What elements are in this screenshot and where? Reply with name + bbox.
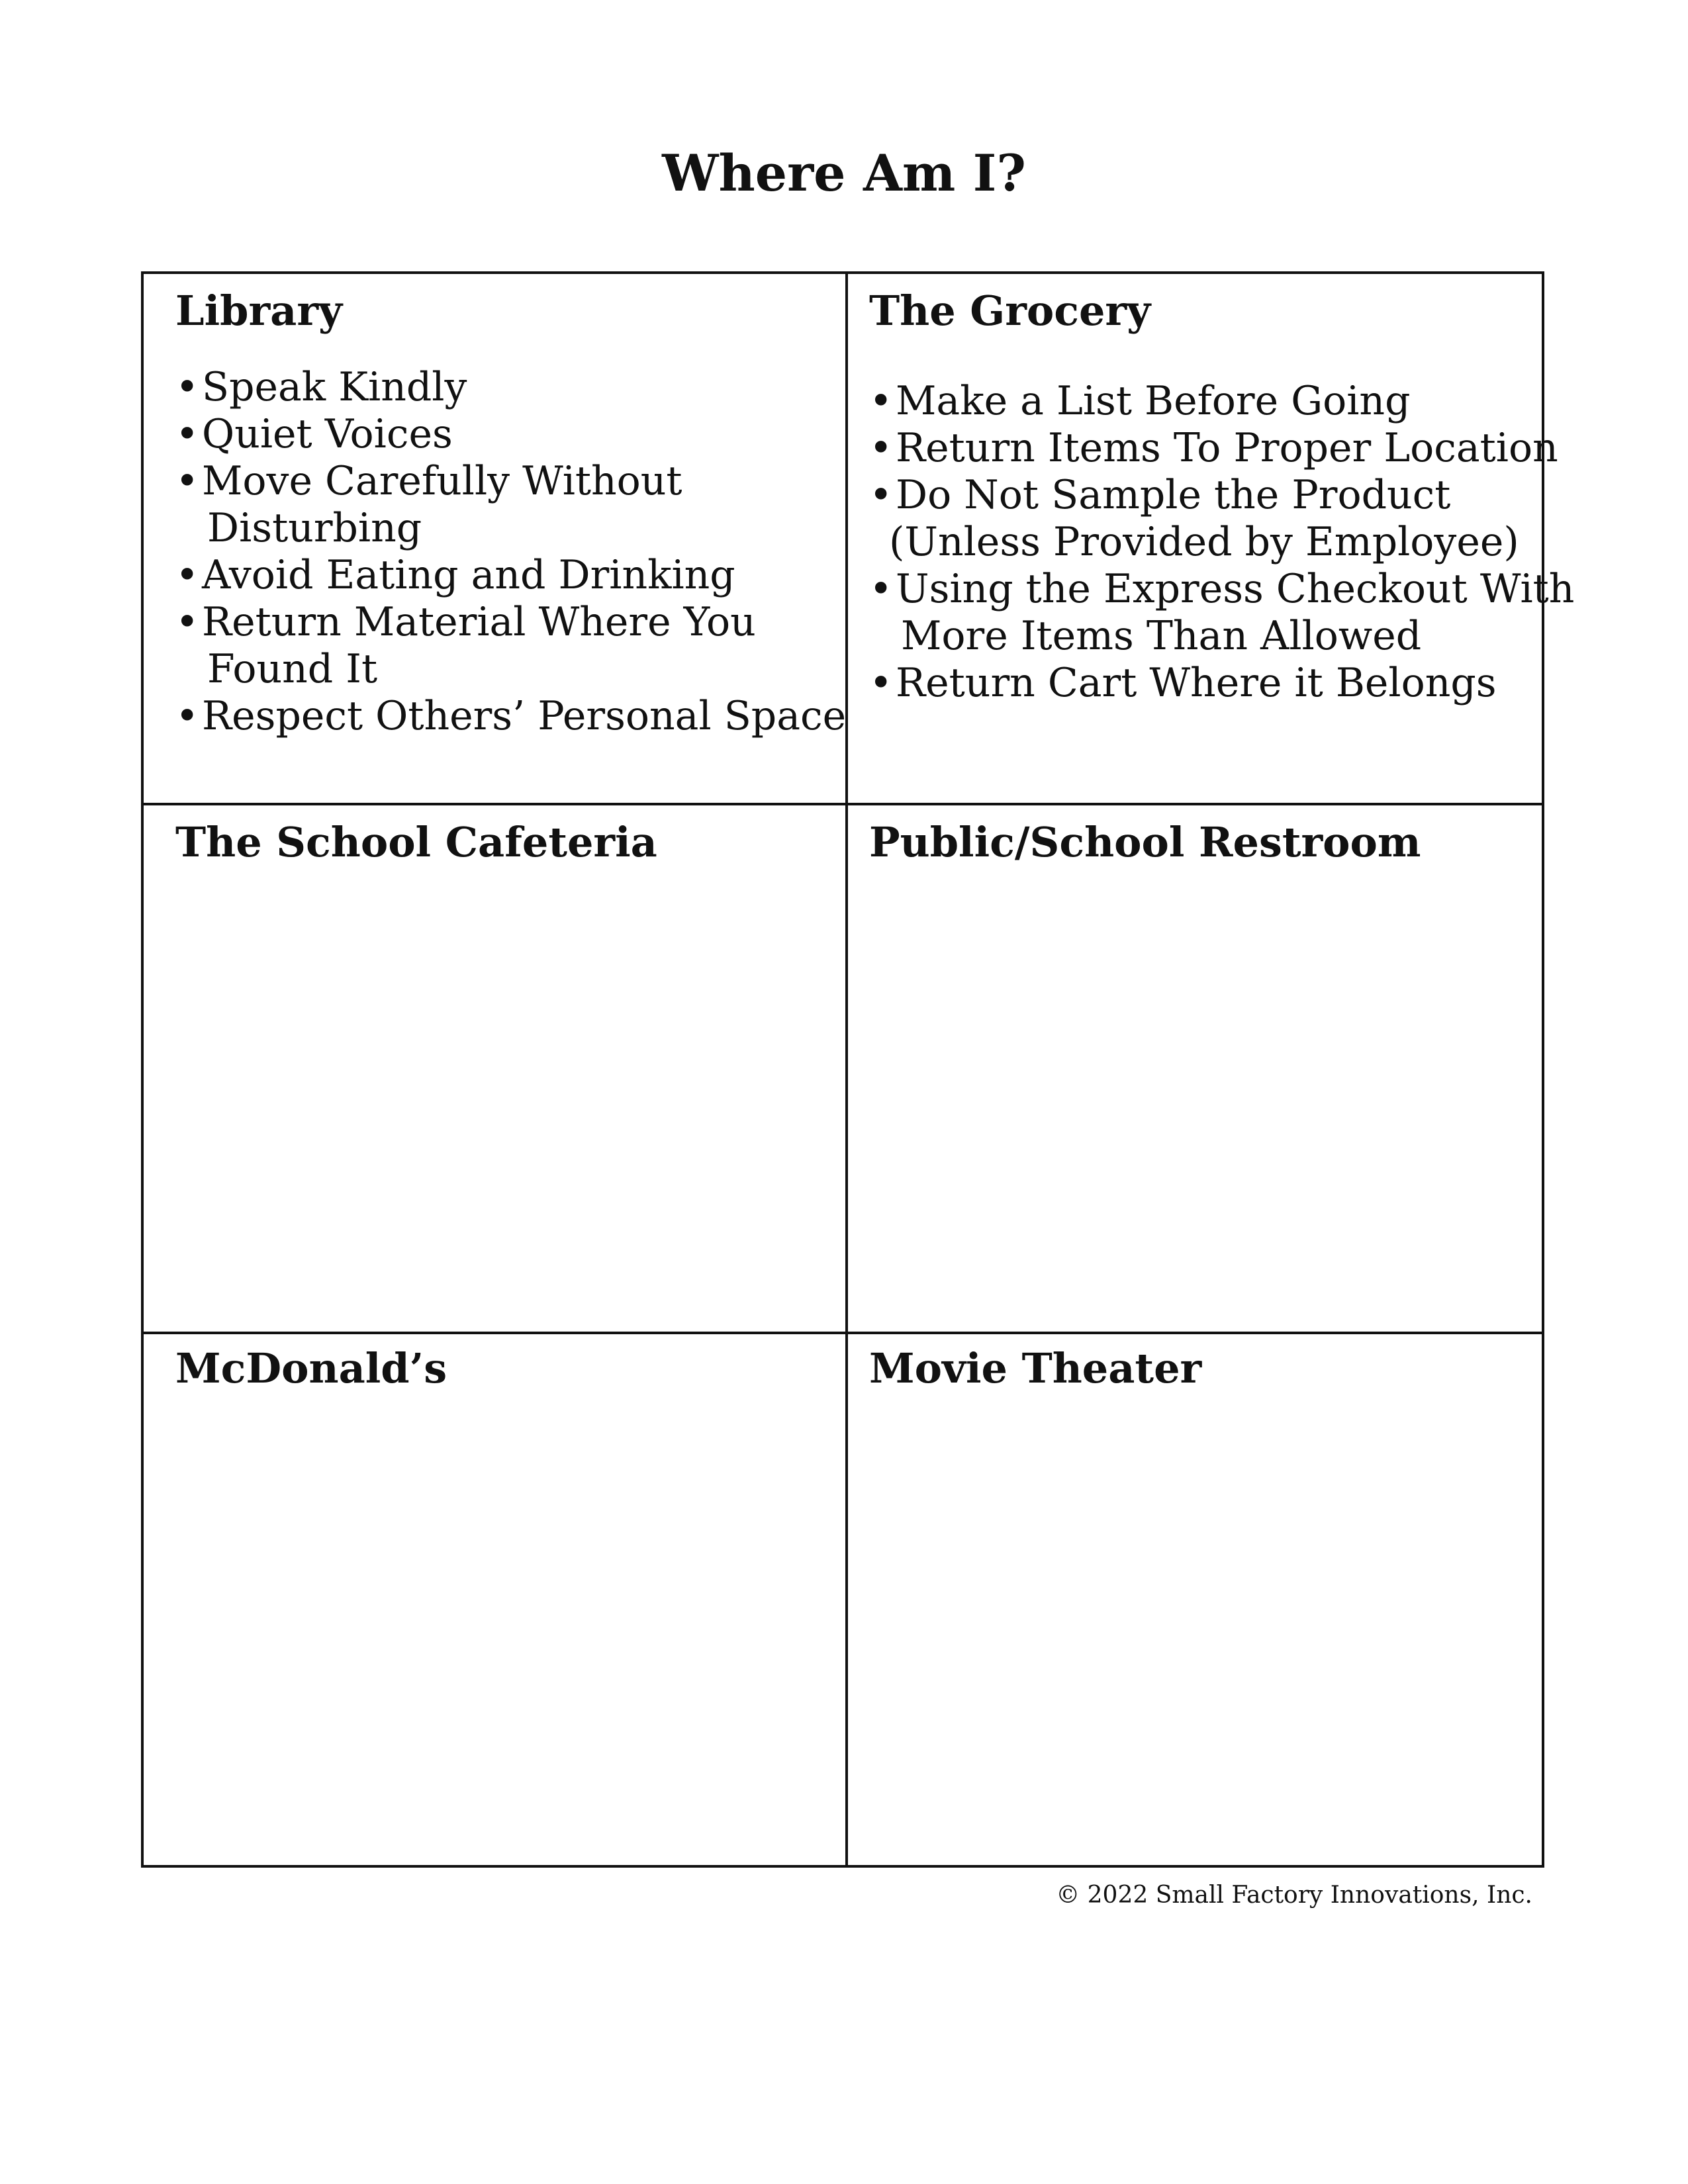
list-item: • Move Carefully Without Disturbing	[175, 458, 846, 552]
cell-restroom	[848, 805, 1542, 1332]
bullet-icon: •	[869, 660, 893, 706]
list-item: • Quiet Voices	[175, 411, 453, 457]
bullet-icon: •	[175, 693, 199, 739]
cell-cafeteria	[144, 805, 845, 1332]
cell-title-restroom: Public/School Restroom	[869, 818, 1421, 866]
bullet-icon: •	[175, 411, 199, 457]
list-item-continuation: More Items Than Allowed	[901, 613, 1422, 659]
list-item-continuation: Disturbing	[207, 505, 422, 551]
list-item-continuation: Found It	[207, 646, 378, 692]
bullet-icon: •	[175, 552, 199, 598]
rules-list-grocery	[869, 378, 1574, 707]
bullet-icon: •	[869, 425, 893, 471]
list-item: • Return Items To Proper Location	[869, 425, 1558, 471]
cell-theater	[848, 1334, 1542, 1865]
cell-title-library: Library	[175, 287, 343, 335]
list-item: • Avoid Eating and Drinking	[175, 552, 735, 598]
bullet-icon: •	[175, 364, 199, 410]
cell-title-mcdonalds: McDonald’s	[175, 1344, 447, 1392]
behavior-grid	[141, 271, 1575, 1868]
list-item: • Return Cart Where it Belongs	[869, 660, 1497, 706]
list-item: • Return Material Where You Found It	[175, 599, 846, 693]
list-item: • Make a List Before Going	[869, 378, 1411, 424]
list-item: • Do Not Sample the Product (Unless Provided by Employee)	[869, 472, 1574, 566]
page-title: Where Am I?	[662, 144, 1026, 203]
cell-title-grocery: The Grocery	[869, 287, 1151, 335]
rules-list-library	[175, 364, 846, 740]
list-item: • Respect Others’ Personal Space	[175, 693, 847, 739]
bullet-icon: •	[869, 566, 893, 612]
bullet-icon: •	[175, 599, 199, 645]
bullet-icon: •	[869, 378, 893, 424]
cell-grocery	[848, 274, 1575, 803]
cell-title-cafeteria: The School Cafeteria	[175, 818, 657, 866]
list-item: • Using the Express Checkout With More Items Than Allowed	[869, 566, 1575, 659]
cell-mcdonalds	[144, 1334, 845, 1865]
list-item-continuation: (Unless Provided by Employee)	[889, 519, 1519, 565]
bullet-icon: •	[869, 472, 893, 518]
bullet-icon: •	[175, 458, 199, 504]
copyright-footer: © 2022 Small Factory Innovations, Inc.	[1056, 1882, 1532, 1909]
list-item: • Speak Kindly	[175, 364, 467, 410]
cell-library	[144, 274, 845, 803]
cell-title-theater: Movie Theater	[869, 1344, 1202, 1392]
